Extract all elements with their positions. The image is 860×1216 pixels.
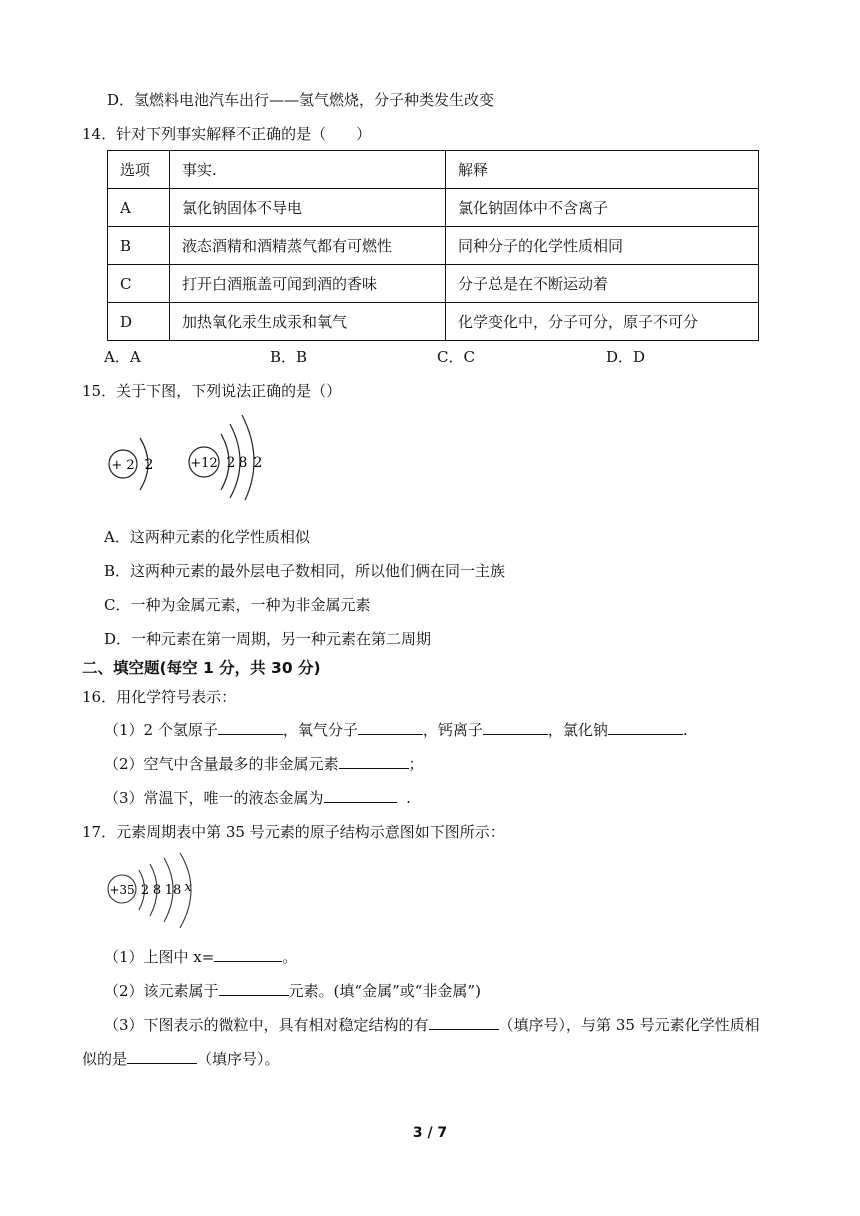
table-cell: 同种分子的化学性质相同 [446, 227, 759, 265]
answer-blank[interactable] [127, 1049, 197, 1064]
table-cell: 氯化钠固体中不含离子 [446, 189, 759, 227]
q16-p3-end: . [406, 789, 411, 807]
q15-option-a: A．这两种元素的化学性质相似 [104, 528, 310, 546]
answer-blank[interactable] [214, 947, 282, 962]
table-cell: 打开白酒瓶盖可闻到酒的香味 [170, 265, 446, 303]
q15-option-d: D．一种元素在第一周期，另一种元素在第二周期 [104, 630, 432, 648]
shell-electrons: 2 [144, 457, 154, 473]
q16-part2 [104, 753, 424, 774]
table-row [108, 303, 759, 341]
table-cell: D [108, 303, 170, 341]
q17-p3-label: （填序号），与第 35 号元素化学性质相 [498, 1016, 760, 1034]
q17-part3-cont [82, 1048, 280, 1069]
q16-p2-label: （2）空气中含量最多的非金属元素 [104, 755, 339, 773]
q16-p1-label: （1）2 个氢原子 [104, 721, 218, 739]
table-row [108, 189, 759, 227]
shell-electrons: 2 [226, 455, 236, 471]
table-cell: C [108, 265, 170, 303]
q16-p1-end: . [682, 721, 688, 739]
q15-atom-diagrams [100, 410, 270, 500]
q17-p3-label: 似的是 [82, 1050, 128, 1068]
header-fact: 事实. [170, 151, 446, 189]
table-cell: B [108, 227, 170, 265]
q17-p3-label: （3）下图表示的微粒中，具有相对稳定结构的有 [104, 1016, 429, 1034]
q14-choice-a: A．A [104, 348, 141, 366]
q17-p2-label: （2）该元素属于 [104, 982, 219, 1000]
table-row [108, 227, 759, 265]
page-number: 3 / 7 [412, 1125, 448, 1141]
q17-part3 [104, 1014, 760, 1035]
q16-part3 [104, 787, 411, 808]
shell-electrons: 2 [140, 883, 150, 898]
shell-electrons: 2 [253, 455, 263, 471]
answer-blank[interactable] [219, 981, 289, 996]
q14-stem: 14．针对下列事实解释不正确的是（ ） [82, 125, 372, 143]
table-row [108, 265, 759, 303]
q17-part2 [104, 980, 481, 1001]
q16-p1-label: ，氧气分子 [282, 721, 358, 739]
answer-blank[interactable] [218, 720, 283, 735]
nucleus-charge: +35 [109, 883, 135, 897]
q14-table [107, 150, 759, 341]
q15-option-c: C．一种为金属元素，一种为非金属元素 [104, 596, 371, 614]
table-cell: 加热氧化汞生成汞和氧气 [170, 303, 446, 341]
table-cell: 分子总是在不断运动着 [446, 265, 759, 303]
table-header-row [108, 151, 759, 189]
table-cell: 氯化钠固体不导电 [170, 189, 446, 227]
shell-electrons: 18 [164, 883, 182, 898]
nucleus-charge: + 2 [111, 458, 135, 473]
nucleus-charge: +12 [190, 456, 218, 471]
q15-stem: 15．关于下图，下列说法正确的是（） [82, 382, 342, 400]
q16-p1-label: ，钙离子 [422, 721, 483, 739]
q17-p3-label: （填序号）。 [197, 1050, 280, 1068]
q13-option-d: D．氢燃料电池汽车出行——氢气燃烧，分子种类发生改变 [107, 91, 495, 109]
shell-electrons: x [184, 880, 192, 895]
q14-choice-c: C．C [437, 348, 475, 366]
q17-p1-end: 。 [282, 948, 298, 966]
q17-p2-label: 元素。(填“金属”或“非金属”) [288, 982, 481, 1000]
shell-electrons: 8 [152, 883, 162, 898]
q14-choice-b: B．B [270, 348, 308, 366]
q17-stem: 17．元素周期表中第 35 号元素的原子结构示意图如下图所示： [82, 823, 505, 841]
q16-p3-label: （3）常温下，唯一的液态金属为 [104, 789, 324, 807]
shell-electrons: 8 [238, 455, 248, 471]
q16-part1 [104, 719, 688, 740]
answer-blank[interactable] [324, 788, 397, 803]
q16-p1-label: ，氯化钠 [547, 721, 608, 739]
answer-blank[interactable] [483, 720, 548, 735]
q17-part1 [104, 946, 297, 967]
q17-atom-diagram [100, 850, 225, 930]
table-cell: 液态酒精和酒精蒸气都有可燃性 [170, 227, 446, 265]
table-cell: 化学变化中，分子可分，原子不可分 [446, 303, 759, 341]
section-title: 二、填空题(每空 1 分，共 30 分) [82, 659, 321, 677]
q16-stem: 16．用化学符号表示： [82, 688, 237, 706]
q14-choice-d: D．D [606, 348, 646, 366]
header-explanation: 解释 [446, 151, 759, 189]
answer-blank[interactable] [608, 720, 683, 735]
q15-option-b: B．这两种元素的最外层电子数相同，所以他们俩在同一主族 [104, 562, 506, 580]
q16-p2-end: ； [408, 755, 424, 773]
q17-p1-label: （1）上图中 x= [104, 948, 215, 966]
table-cell: A [108, 189, 170, 227]
header-option: 选项 [108, 151, 170, 189]
answer-blank[interactable] [429, 1015, 499, 1030]
atom-diagram-helium [109, 438, 153, 490]
answer-blank[interactable] [339, 754, 409, 769]
answer-blank[interactable] [358, 720, 423, 735]
atom-diagram-magnesium [189, 415, 262, 500]
